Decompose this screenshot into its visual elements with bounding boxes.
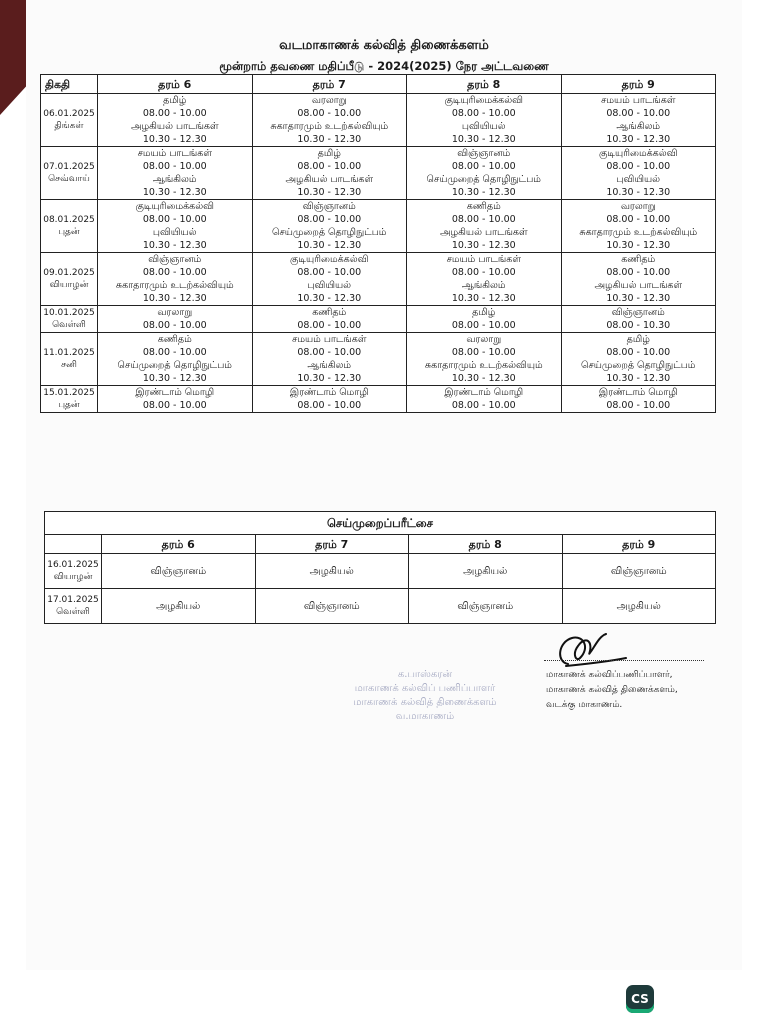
subject-name: அழகியல் பாடங்கள் xyxy=(130,121,219,132)
exam-time: 10.30 - 12.30 xyxy=(606,373,671,384)
signature xyxy=(546,628,628,672)
subject-name: இரண்டாம் மொழி xyxy=(135,387,215,398)
schedule-cell xyxy=(98,386,253,413)
subject-name: விஞ்ஞானம் xyxy=(611,307,665,318)
subject-name: தமிழ் xyxy=(317,148,341,159)
exam-time: 10.30 - 12.30 xyxy=(297,373,362,384)
date-column-header xyxy=(45,535,102,554)
subject-name: விஞ்ஞானம் xyxy=(457,148,511,159)
schedule-cell xyxy=(407,253,562,306)
practical-subject-cell: விஞ்ஞானம் xyxy=(255,589,409,624)
date-cell: 09.01.2025 வியாழன் xyxy=(41,253,98,306)
subject-name: வரலாறு xyxy=(311,95,347,106)
subject-name: விஞ்ஞானம் xyxy=(148,254,202,265)
subject-name: செய்முறைத் தொழிநுட்பம் xyxy=(581,360,696,371)
schedule-cell xyxy=(252,333,407,386)
date-cell: 15.01.2025 புதன் xyxy=(41,386,98,413)
table-row xyxy=(41,94,716,147)
practical-subject-cell: அழகியல் xyxy=(255,554,409,589)
schedule-cell xyxy=(407,306,562,333)
exam-time: 10.30 - 12.30 xyxy=(297,293,362,304)
date-cell: 16.01.2025 வியாழன் xyxy=(45,554,102,589)
schedule-cell xyxy=(561,253,716,306)
schedule-cell xyxy=(252,386,407,413)
practical-title-row xyxy=(45,512,716,535)
subject-name: புவியியல் xyxy=(152,227,197,238)
schedule-cell xyxy=(561,94,716,147)
exam-time: 08.00 - 10.00 xyxy=(297,267,362,278)
practical-subject-cell: அழகியல் xyxy=(409,554,563,589)
subject-name: சுகாதாரமும் உடற்கல்வியும் xyxy=(270,121,389,132)
exam-time: 08.00 - 10.00 xyxy=(606,400,671,411)
exam-time: 08.00 - 10.00 xyxy=(451,267,516,278)
exam-time: 08.00 - 10.00 xyxy=(142,108,207,119)
exam-time: 08.00 - 10.00 xyxy=(297,214,362,225)
subject-name: கணிதம் xyxy=(312,307,347,318)
exam-time: 08.00 - 10.00 xyxy=(297,400,362,411)
exam-time: 10.30 - 12.30 xyxy=(297,187,362,198)
exam-time: 10.30 - 12.30 xyxy=(297,240,362,251)
subject-name: கணிதம் xyxy=(157,334,192,345)
practical-header-row xyxy=(45,535,716,554)
practical-subject-cell: அழகியல் xyxy=(102,589,256,624)
subject-name: வரலாறு xyxy=(620,201,656,212)
subject-name: புவியியல் xyxy=(461,121,506,132)
subject-name: சமயம் பாடங்கள் xyxy=(446,254,521,265)
table-row xyxy=(45,589,716,624)
subject-name: குடியுரிமைக்கல்வி xyxy=(599,148,678,159)
exam-time: 10.30 - 12.30 xyxy=(451,134,516,145)
exam-time: 08.00 - 10.00 xyxy=(606,214,671,225)
table-row xyxy=(41,386,716,413)
signature-line xyxy=(544,660,704,661)
practical-exam-table xyxy=(44,511,716,624)
exam-time: 08.00 - 10.00 xyxy=(142,347,207,358)
subject-name: ஆங்கிலம் xyxy=(152,174,197,185)
exam-time: 08.00 - 10.00 xyxy=(451,400,516,411)
exam-time: 08.00 - 10.00 xyxy=(606,267,671,278)
schedule-cell xyxy=(98,147,253,200)
exam-time: 08.00 - 10.00 xyxy=(451,161,516,172)
grade-header: தரம் 9 xyxy=(561,75,716,94)
official-stamp: க.பாஸ்கரன் மாகாணக் கல்விப் பணிப்பாளர் மாகாணக் கல்வித் திணைக்களம் வ.மாகாணம் xyxy=(353,669,497,722)
practical-subject-cell: விஞ்ஞானம் xyxy=(102,554,256,589)
date-cell: 11.01.2025 சனி xyxy=(41,333,98,386)
subject-name: விஞ்ஞானம் xyxy=(302,201,356,212)
subject-name: புவியியல் xyxy=(307,280,352,291)
table-row xyxy=(41,306,716,333)
table-row xyxy=(41,253,716,306)
subject-name: புவியியல் xyxy=(616,174,661,185)
exam-time: 08.00 - 10.00 xyxy=(142,400,207,411)
schedule-cell xyxy=(561,200,716,253)
schedule-cell xyxy=(407,333,562,386)
exam-time: 10.30 - 12.30 xyxy=(451,187,516,198)
grade-header: தரம் 8 xyxy=(407,75,562,94)
signatory-designation: மாகாணக் கல்விப்பணிப்பாளர், மாகாணக் கல்வித் திணைக்களம், வடக்கு மாகாணம். xyxy=(546,670,678,710)
exam-time: 08.00 - 10.00 xyxy=(142,214,207,225)
subject-name: சமயம் பாடங்கள் xyxy=(292,334,367,345)
schedule-cell xyxy=(98,333,253,386)
schedule-cell xyxy=(407,386,562,413)
grade-header: தரம் 8 xyxy=(409,535,563,554)
schedule-cell xyxy=(252,94,407,147)
practical-subject-cell: விஞ்ஞானம் xyxy=(409,589,563,624)
date-cell: 06.01.2025 திங்கள் xyxy=(41,94,98,147)
exam-time: 10.30 - 12.30 xyxy=(606,293,671,304)
exam-time: 08.00 - 10.00 xyxy=(451,214,516,225)
subject-name: குடியுரிமைக்கல்வி xyxy=(444,95,523,106)
subject-name: தமிழ் xyxy=(626,334,650,345)
subject-name: செய்முறைத் தொழிநுட்பம் xyxy=(272,227,387,238)
date-cell: 08.01.2025 புதன் xyxy=(41,200,98,253)
exam-time: 08.00 - 10.00 xyxy=(297,320,362,331)
exam-time: 08.00 - 10.00 xyxy=(142,320,207,331)
grade-header: தரம் 7 xyxy=(255,535,409,554)
exam-time: 10.30 - 12.30 xyxy=(451,373,516,384)
exam-time: 10.30 - 12.30 xyxy=(142,187,207,198)
schedule-cell xyxy=(561,147,716,200)
exam-time: 10.30 - 12.30 xyxy=(297,134,362,145)
practical-subject-cell: விஞ்ஞானம் xyxy=(562,554,716,589)
schedule-cell xyxy=(98,253,253,306)
schedule-cell xyxy=(407,147,562,200)
subject-name: சுகாதாரமும் உடற்கல்வியும் xyxy=(579,227,698,238)
subject-name: சுகாதாரமும் உடற்கல்வியும் xyxy=(424,360,543,371)
subject-name: சுகாதாரமும் உடற்கல்வியும் xyxy=(115,280,234,291)
table-row xyxy=(41,147,716,200)
subject-name: கணிதம் xyxy=(621,254,656,265)
exam-time: 08.00 - 10.00 xyxy=(297,347,362,358)
exam-time: 10.30 - 12.30 xyxy=(142,293,207,304)
exam-time: 10.30 - 12.30 xyxy=(451,240,516,251)
exam-time: 08.00 - 10.30 xyxy=(606,320,671,331)
subject-name: செய்முறைத் தொழிநுட்பம் xyxy=(426,174,541,185)
subject-name: குடியுரிமைக்கல்வி xyxy=(135,201,214,212)
exam-time: 08.00 - 10.00 xyxy=(606,161,671,172)
subject-name: தமிழ் xyxy=(163,95,187,106)
subject-name: அழகியல் பாடங்கள் xyxy=(285,174,374,185)
exam-timetable xyxy=(40,74,716,413)
schedule-cell xyxy=(561,333,716,386)
grade-header: தரம் 7 xyxy=(252,75,407,94)
exam-time: 08.00 - 10.00 xyxy=(606,108,671,119)
exam-time: 08.00 - 10.00 xyxy=(142,161,207,172)
exam-time: 10.30 - 12.30 xyxy=(142,240,207,251)
exam-time: 10.30 - 12.30 xyxy=(606,240,671,251)
department-title: வடமாகாணக் கல்வித் திணைக்களம் xyxy=(279,38,489,53)
subject-name: வரலாறு xyxy=(157,307,193,318)
subject-name: இரண்டாம் மொழி xyxy=(444,387,524,398)
schedule-cell xyxy=(252,306,407,333)
schedule-cell xyxy=(252,253,407,306)
exam-time: 08.00 - 10.00 xyxy=(142,267,207,278)
schedule-cell xyxy=(561,306,716,333)
subject-name: ஆங்கிலம் xyxy=(461,280,506,291)
exam-time: 08.00 - 10.00 xyxy=(451,108,516,119)
grade-header: தரம் 9 xyxy=(562,535,716,554)
camscanner-logo-icon: CS xyxy=(626,985,654,1013)
schedule-cell xyxy=(407,94,562,147)
subject-name: அழகியல் பாடங்கள் xyxy=(439,227,528,238)
subject-name: தமிழ் xyxy=(472,307,496,318)
subject-name: குடியுரிமைக்கல்வி xyxy=(290,254,369,265)
practical-subject-cell: அழகியல் xyxy=(562,589,716,624)
exam-time: 10.30 - 12.30 xyxy=(142,134,207,145)
table-row xyxy=(45,554,716,589)
date-cell: 10.01.2025 வெள்ளி xyxy=(41,306,98,333)
schedule-cell xyxy=(252,147,407,200)
subject-name: சமயம் பாடங்கள் xyxy=(137,148,212,159)
schedule-cell xyxy=(98,200,253,253)
exam-time: 08.00 - 10.00 xyxy=(451,347,516,358)
exam-time: 08.00 - 10.00 xyxy=(451,320,516,331)
exam-time: 08.00 - 10.00 xyxy=(297,108,362,119)
date-cell: 07.01.2025 செவ்வாய் xyxy=(41,147,98,200)
schedule-cell xyxy=(252,200,407,253)
schedule-cell xyxy=(407,200,562,253)
exam-time: 10.30 - 12.30 xyxy=(142,373,207,384)
exam-time: 08.00 - 10.00 xyxy=(606,347,671,358)
subject-name: கணிதம் xyxy=(466,201,501,212)
subject-name: அழகியல் பாடங்கள் xyxy=(594,280,683,291)
table-row xyxy=(41,333,716,386)
subject-name: செய்முறைத் தொழிநுட்பம் xyxy=(117,360,232,371)
timetable-header-row xyxy=(41,75,716,94)
practical-title: செய்முறைப்பரீட்சை xyxy=(45,512,716,535)
schedule-cell xyxy=(98,306,253,333)
subject-name: வரலாறு xyxy=(466,334,502,345)
date-column-header: திகதி xyxy=(41,75,98,94)
grade-header: தரம் 6 xyxy=(102,535,256,554)
exam-time: 08.00 - 10.00 xyxy=(297,161,362,172)
grade-header: தரம் 6 xyxy=(98,75,253,94)
exam-time: 10.30 - 12.30 xyxy=(451,293,516,304)
table-row xyxy=(41,200,716,253)
subject-name: சமயம் பாடங்கள் xyxy=(601,95,676,106)
schedule-cell xyxy=(561,386,716,413)
exam-time: 10.30 - 12.30 xyxy=(606,187,671,198)
timetable-title: மூன்றாம் தவணை மதிப்பீடு - 2024(2025) நேர அட்டவணை xyxy=(219,59,549,73)
subject-name: ஆங்கிலம் xyxy=(307,360,352,371)
subject-name: இரண்டாம் மொழி xyxy=(598,387,678,398)
schedule-cell xyxy=(98,94,253,147)
date-cell: 17.01.2025 வெள்ளி xyxy=(45,589,102,624)
subject-name: ஆங்கிலம் xyxy=(616,121,661,132)
subject-name: இரண்டாம் மொழி xyxy=(289,387,369,398)
exam-time: 10.30 - 12.30 xyxy=(606,134,671,145)
